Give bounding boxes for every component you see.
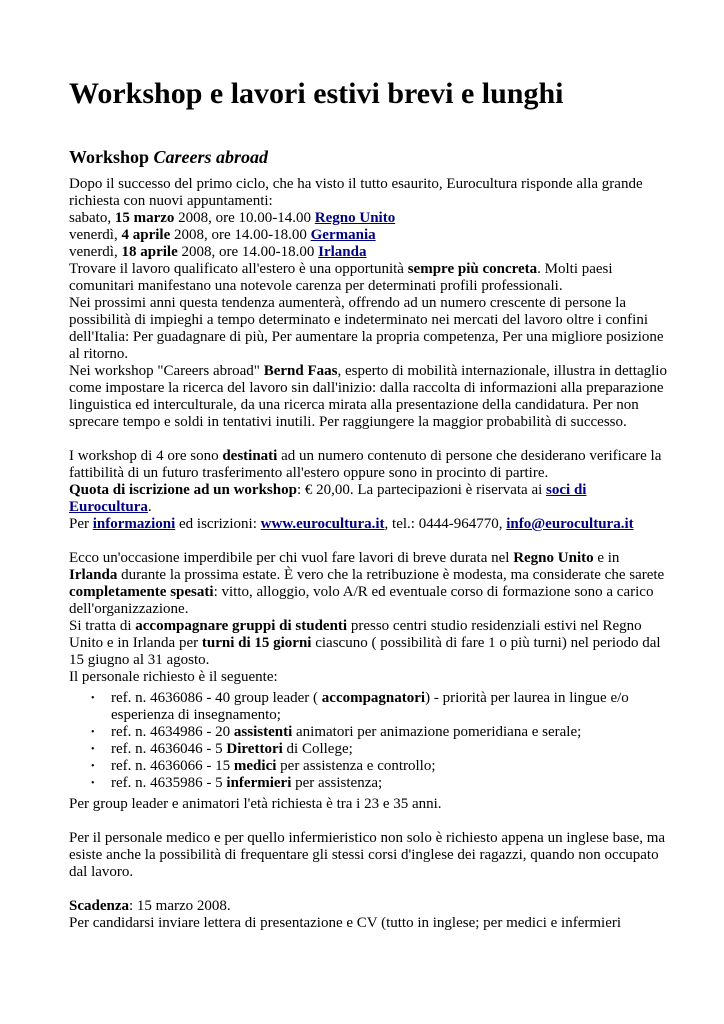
date-weekday: venerdì, bbox=[69, 244, 122, 260]
text: presso centri studio residenziali estivi nel Regno Unito e in Irlanda per bbox=[69, 618, 642, 651]
bold-text: infermieri bbox=[226, 775, 292, 791]
section-heading bbox=[69, 146, 669, 168]
text: ref. n. 4634986 - 20 bbox=[111, 724, 234, 740]
staff-intro: Il personale richiesto è il seguente: bbox=[69, 669, 278, 685]
paragraph-age: Per group leader e animatori l'età richiesta è tra i 23 e 35 anni. bbox=[69, 796, 442, 812]
paragraph-opportunity bbox=[69, 261, 669, 295]
page-title: Workshop e lavori estivi brevi e lunghi bbox=[69, 77, 564, 110]
date-line-1 bbox=[69, 210, 669, 227]
text: animatori per animazione pomeridiana e serale; bbox=[292, 724, 582, 740]
link-irlanda[interactable]: Irlanda bbox=[318, 244, 367, 260]
text: ) - priorità per laurea in lingue e/o esperienza di insegnamento; bbox=[111, 690, 629, 723]
date-weekday: sabato, bbox=[69, 210, 115, 226]
bold-text: turni di 15 giorni bbox=[201, 635, 312, 651]
bullet-icon: • bbox=[91, 761, 95, 772]
date-line-3 bbox=[69, 244, 669, 261]
document-page bbox=[69, 76, 669, 932]
staff-list bbox=[69, 690, 669, 792]
text: I workshop di 4 ore sono bbox=[69, 448, 223, 464]
paragraph-info bbox=[69, 516, 669, 533]
text: . bbox=[147, 499, 152, 515]
bold-text: destinati bbox=[222, 448, 278, 464]
bold-text: medici bbox=[233, 758, 277, 774]
paragraph-apply: Per candidarsi inviare lettera di presentazione e CV (tutto in inglese; per medici e infermieri bbox=[69, 915, 622, 931]
spacer bbox=[69, 533, 669, 550]
list-item bbox=[91, 758, 669, 775]
list-item bbox=[91, 724, 669, 741]
bold-text: Irlanda bbox=[69, 567, 118, 583]
date-weekday: venerdì, bbox=[69, 227, 122, 243]
spacer bbox=[69, 881, 669, 898]
paragraph-trend: Nei prossimi anni questa tendenza aumenterà, offrendo ad un numero crescente di persone la possibilità di impieghi a tempo determinato e indeterminato nei mercati del lavoro oltre i confini dell'Italia: Per guadagnare di più, Per aumentare la propria competenza, Per una migliore posizione al ritorno. bbox=[69, 295, 664, 362]
date-value: 18 aprile bbox=[121, 244, 178, 260]
paragraph-occasione bbox=[69, 550, 669, 618]
paragraph-workshop bbox=[69, 363, 669, 431]
text: : € 20,00. La partecipazioni è riservata ai bbox=[296, 482, 547, 498]
link-website[interactable]: www.eurocultura.it bbox=[260, 516, 385, 532]
bold-text: Regno Unito bbox=[513, 550, 594, 566]
text: di College; bbox=[282, 741, 353, 757]
date-time: 2008, ore 14.00-18.00 bbox=[170, 227, 311, 243]
link-informazioni[interactable]: informazioni bbox=[92, 516, 176, 532]
text: per assistenza; bbox=[291, 775, 383, 791]
bold-text: Direttori bbox=[226, 741, 283, 757]
text: Nei workshop "Careers abroad" bbox=[69, 363, 264, 379]
bullet-icon: • bbox=[91, 778, 95, 789]
spacer bbox=[69, 431, 669, 448]
list-item bbox=[91, 741, 669, 758]
text: ref. n. 4636046 - 5 bbox=[111, 741, 227, 757]
bold-text: accompagnatori bbox=[321, 690, 426, 706]
paragraph-deadline bbox=[69, 898, 669, 915]
intro-paragraph: Dopo il successo del primo ciclo, che ha visto il tutto esaurito, Eurocultura risponde alla grande richiesta con nuovi appuntamenti: bbox=[69, 176, 643, 209]
text: , tel.: 0444-964770, bbox=[384, 516, 507, 532]
text: Si tratta di bbox=[69, 618, 136, 634]
text: ref. n. 4636086 - 40 group leader ( bbox=[111, 690, 322, 706]
text: durante la prossima estate. È vero che la retribuzione è modesta, ma considerate che sarete bbox=[117, 567, 665, 583]
paragraph-destinati bbox=[69, 448, 669, 482]
bold-text: completamente spesati bbox=[69, 584, 214, 600]
paragraph-gruppi bbox=[69, 618, 669, 669]
paragraph-medical: Per il personale medico e per quello infermieristico non solo è richiesto appena un inglese base, ma esiste anche la possibilità di frequentare gli stessi corsi d'inglese dei ragazzi, quando non occupato dal lavoro. bbox=[69, 830, 666, 880]
bold-text: sempre più concreta bbox=[407, 261, 538, 277]
quota-label: Quota di iscrizione ad un workshop bbox=[69, 482, 297, 498]
deadline-label: Scadenza bbox=[69, 898, 129, 914]
link-regno-unito[interactable]: Regno Unito bbox=[314, 210, 396, 226]
date-value: 4 aprile bbox=[121, 227, 171, 243]
text: , esperto di mobilità internazionale, illustra in dettaglio come impostare la ricerca del lavoro sin dall'inizio: dalla raccolta di informazioni alla preparazione linguistica ed interculturale, da una ricerca mirata alla presentazione della candidatura. Per non sprecare tempo e soldi in tentativi inutili. Per raggiungere la maggior probabilità di successo. bbox=[69, 363, 667, 430]
text: ed iscrizioni: bbox=[175, 516, 261, 532]
text: Ecco un'occasione imperdibile per chi vuol fare lavori di breve durata nel bbox=[69, 550, 514, 566]
date-time: 2008, ore 10.00-14.00 bbox=[174, 210, 315, 226]
bullet-icon: • bbox=[91, 693, 95, 704]
date-line-2 bbox=[69, 227, 669, 244]
text: . Molti paesi comunitari manifestano una notevole carenza per determinati profili professionali. bbox=[69, 261, 613, 294]
text: e in bbox=[593, 550, 620, 566]
bold-text: accompagnare gruppi di studenti bbox=[135, 618, 348, 634]
text: Per bbox=[69, 516, 93, 532]
text: ref. n. 4636066 - 15 bbox=[111, 758, 234, 774]
link-soci[interactable]: soci di Eurocultura bbox=[69, 482, 587, 515]
text: Trovare il lavoro qualificato all'estero è una opportunità bbox=[69, 261, 408, 277]
list-item bbox=[91, 690, 669, 724]
list-item bbox=[91, 775, 669, 792]
spacer bbox=[69, 813, 669, 830]
text: ad un numero contenuto di persone che desiderano verificare la fattibilità di un futuro trasferimento all'estero oppure sono in procinto di partire. bbox=[69, 448, 662, 481]
text: : vitto, alloggio, volo A/R ed eventuale corso di formazione sono a carico dell'organizzazione. bbox=[69, 584, 654, 617]
link-email[interactable]: info@eurocultura.it bbox=[506, 516, 634, 532]
text: ref. n. 4635986 - 5 bbox=[111, 775, 227, 791]
bullet-icon: • bbox=[91, 727, 95, 738]
bold-text: Bernd Faas bbox=[263, 363, 338, 379]
text: ciascuno ( possibilità di fare 1 o più turni) nel periodo dal 15 giugno al 31 agosto. bbox=[69, 635, 661, 668]
paragraph-quota bbox=[69, 482, 669, 516]
section-heading-prefix: Workshop bbox=[69, 147, 154, 167]
link-germania[interactable]: Germania bbox=[310, 227, 376, 243]
bold-text: assistenti bbox=[233, 724, 293, 740]
date-value: 15 marzo bbox=[114, 210, 175, 226]
date-time: 2008, ore 14.00-18.00 bbox=[177, 244, 319, 260]
bullet-icon: • bbox=[91, 744, 95, 755]
section-heading-italic: Careers abroad bbox=[153, 147, 269, 167]
text: : 15 marzo 2008. bbox=[129, 898, 231, 914]
text: per assistenza e controllo; bbox=[276, 758, 436, 774]
